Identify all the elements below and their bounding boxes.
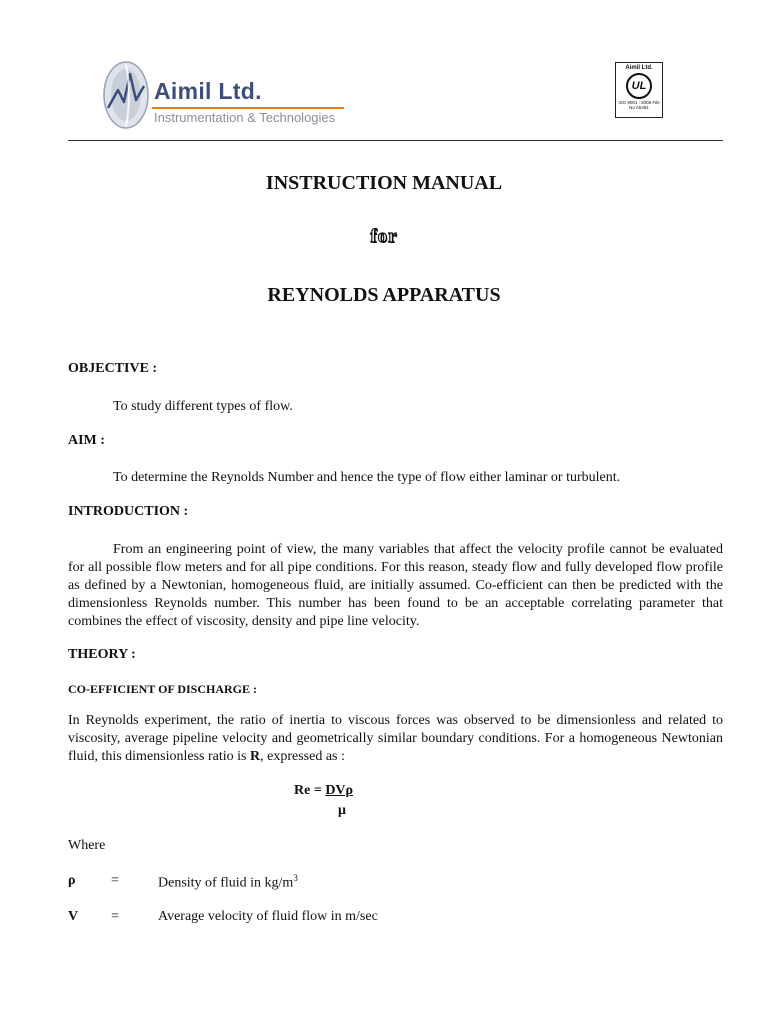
theory-symbol-r: R bbox=[250, 749, 261, 764]
variable-equals: = bbox=[111, 873, 119, 888]
variable-equals: = bbox=[111, 909, 119, 924]
coefficient-subheading: CO-EFFICIENT OF DISCHARGE : bbox=[68, 682, 258, 696]
theory-heading: THEORY : bbox=[68, 647, 136, 662]
variable-description: Average velocity of fluid flow in m/sec bbox=[158, 909, 378, 924]
introduction-heading: INTRODUCTION : bbox=[68, 504, 189, 519]
title-line-1: INSTRUCTION MANUAL bbox=[265, 172, 503, 194]
theory-paragraph bbox=[68, 712, 723, 766]
where-label: Where bbox=[68, 838, 106, 853]
variable-symbol: V bbox=[68, 909, 79, 924]
title-for: for bbox=[370, 226, 398, 247]
brand-tagline: Instrumentation & Technologies bbox=[154, 110, 336, 125]
cert-bottom-text: ISO 9001 : 2008 File No A5491 bbox=[618, 100, 660, 110]
variable-description bbox=[158, 873, 298, 892]
company-logo bbox=[102, 60, 352, 132]
title-line-2 bbox=[0, 226, 768, 248]
introduction-paragraph: From an engineering point of view, the many variables that affect the velocity profile cannot be evaluated for all possible flow meters and for all pipe conditions. For this reason, steady flow and fully developed flow profile as defined by a Newtonian, homogeneous fluid, are initially assumed. Co-efficient can then be predicted with the dimensionless Reynolds number. This number has been found to be an acceptable correlating parameter that combines the effect of viscosity, density and pipe line velocity. bbox=[68, 542, 723, 629]
variable-desc-sup: 3 bbox=[293, 873, 298, 883]
ul-logo-icon: UL bbox=[626, 73, 652, 99]
aimil-emblem-icon bbox=[102, 60, 150, 130]
objective-heading: OBJECTIVE : bbox=[68, 361, 158, 376]
variable-symbol: ρ bbox=[68, 873, 76, 888]
formula-numerator: DVρ bbox=[325, 783, 354, 798]
brand-name: Aimil Ltd. bbox=[154, 78, 262, 104]
header-divider bbox=[68, 140, 723, 141]
title-line-3: REYNOLDS APPARATUS bbox=[267, 284, 501, 306]
brand-underline bbox=[152, 107, 344, 109]
formula-denominator: μ bbox=[338, 803, 346, 818]
ul-certification-badge bbox=[615, 62, 663, 118]
variable-desc-text: Density of fluid in kg/m bbox=[158, 875, 294, 891]
formula-lhs: Re = bbox=[294, 783, 326, 798]
aim-text: To determine the Reynolds Number and hence the type of flow either laminar or turbulent. bbox=[113, 470, 621, 485]
theory-text-part-2: , expressed as : bbox=[260, 749, 345, 764]
cert-top-text: Aimil Ltd. bbox=[625, 65, 653, 71]
theory-text-part-1: In Reynolds experiment, the ratio of inertia to viscous forces was observed to be dimensionless and related to viscosity, average pipeline velocity and geometrically similar boundary conditions. For a homogeneous Newtonian fluid, this dimensionless ratio is bbox=[68, 713, 723, 764]
objective-text: To study different types of flow. bbox=[113, 399, 293, 414]
reynolds-formula bbox=[294, 783, 353, 799]
aim-heading: AIM : bbox=[68, 433, 105, 448]
